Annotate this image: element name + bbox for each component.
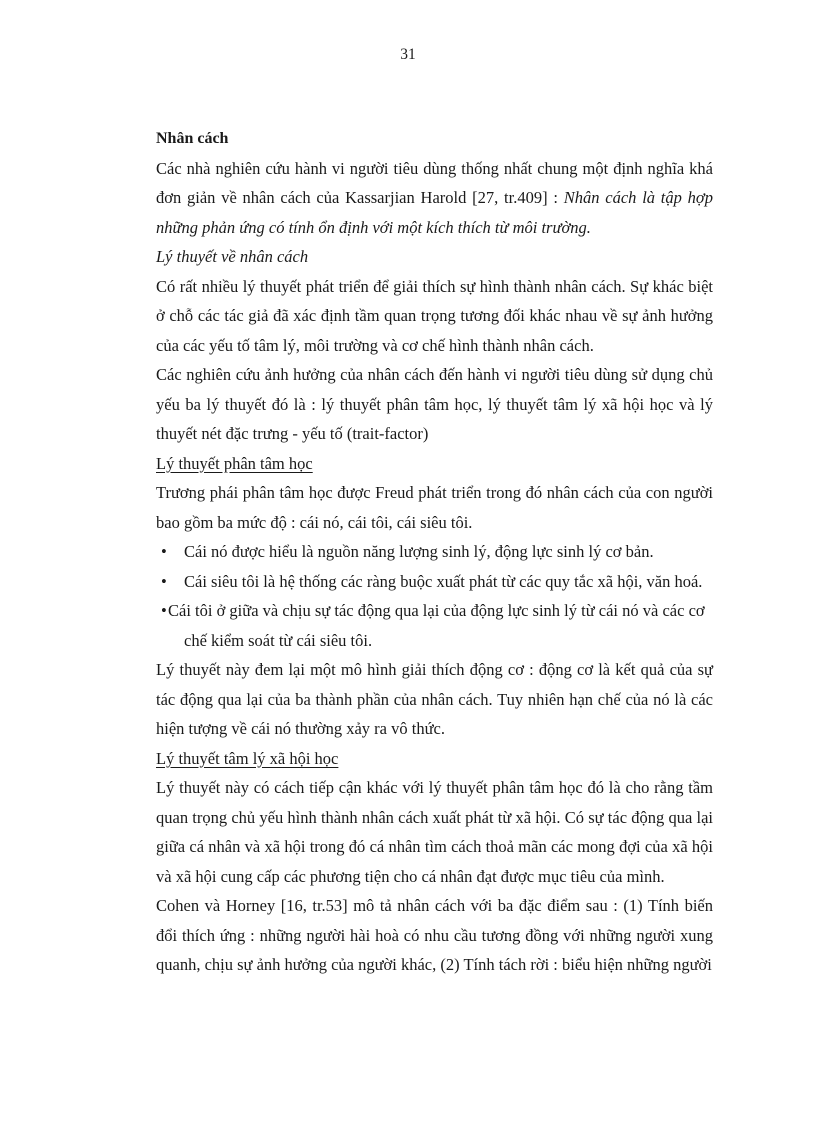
subheading-ly-thuyet-tam-ly-xa-hoi-hoc: Lý thuyết tâm lý xã hội học bbox=[156, 748, 339, 768]
paragraph-theories-overview: Có rất nhiều lý thuyết phát triển để giải thích sự hình thành nhân cách. Sự khác biệt ở chỗ các tác giả đã xác định tầm quan trọng tương đối khác nhau về sự ảnh hưởng của các yếu tố tâm lý, môi trường và cơ chế hình thành nhân cách. bbox=[156, 276, 713, 355]
list-item bbox=[156, 537, 713, 567]
bullet-list-freud-levels bbox=[156, 537, 713, 655]
paragraph-definition-quote: Nhân cách là tập hợp những phản ứng có tính ổn định với một kích thích từ môi trường. bbox=[156, 188, 713, 237]
list-item-text: Cái nó được hiểu là nguồn năng lượng sinh lý, động lực sinh lý cơ bản. bbox=[184, 542, 654, 561]
bullet-dot-icon: • bbox=[161, 571, 167, 591]
subheading-ly-thuyet-phan-tam-hoc: Lý thuyết phân tâm học bbox=[156, 453, 313, 473]
paragraph-motivation-model: Lý thuyết này đem lại một mô hình giải thích động cơ : động cơ là kết quả của sự tác động qua lại của ba thành phần của nhân cách. Tuy nhiên hạn chế của nó là các hiện tượng về cái nó thường xảy ra vô thức. bbox=[156, 660, 713, 738]
paragraph-cohen-horney: Cohen và Horney [16, tr.53] mô tả nhân cách với ba đặc điểm sau : (1) Tính biến đổi thích ứng : những người hài hoà có nhu cầu tương đồng với những người xung quanh, chịu sự ảnh hưởng của người khác, (2) Tính tách rời : biểu hiện những người bbox=[156, 896, 713, 974]
bullet-dot-icon: • bbox=[161, 601, 167, 620]
page-number: 31 bbox=[400, 46, 416, 63]
paragraph-social-psychology: Lý thuyết này có cách tiếp cận khác với lý thuyết phân tâm học đó là cho rằng tầm quan trọng chủ yếu hình thành nhân cách xuất phát từ xã hội. Có sự tác động qua lại giữa cá nhân và xã hội trong đó cá nhân tìm cách thoả mãn các mong đợi của xã hội và xã hội cung cấp các phương tiện cho cá nhân đạt được mục tiêu của mình. bbox=[156, 778, 713, 886]
paragraph-definition-lead: Các nhà nghiên cứu hành vi người tiêu dùng thống nhất chung một định nghĩa khá đơn giản về nhân cách của Kassarjian Harold [27, tr.409] : bbox=[156, 158, 713, 207]
list-item bbox=[156, 596, 713, 655]
list-item-text: Cái siêu tôi là hệ thống các ràng buộc xuất phát từ các quy tắc xã hội, văn hoá. bbox=[184, 571, 703, 591]
list-item-text: Cái tôi ở giữa và chịu sự tác động qua lại của động lực sinh lý từ cái nó và các cơ chế kiểm soát từ cái siêu tôi. bbox=[168, 601, 705, 650]
bullet-dot-icon: • bbox=[161, 542, 167, 561]
paragraph-definition bbox=[156, 154, 713, 243]
list-item bbox=[156, 567, 713, 597]
paragraph-freud: Trương phái phân tâm học được Freud phát triển trong đó nhân cách của con người bao gồm ba mức độ : cái nó, cái tôi, cái siêu tôi. bbox=[156, 483, 713, 532]
page-content bbox=[156, 124, 713, 980]
section-heading-nhan-cach: Nhân cách bbox=[156, 130, 229, 147]
paragraph-three-theories: Các nghiên cứu ảnh hưởng của nhân cách đến hành vi người tiêu dùng sử dụng chủ yếu ba lý thuyết đó là : lý thuyết phân tâm học, lý thuyết tâm lý xã hội học và lý thuyết nét đặc trưng - yếu tố (trait-factor) bbox=[156, 365, 713, 443]
subheading-ly-thuyet-ve-nhan-cach: Lý thuyết về nhân cách bbox=[156, 247, 309, 266]
